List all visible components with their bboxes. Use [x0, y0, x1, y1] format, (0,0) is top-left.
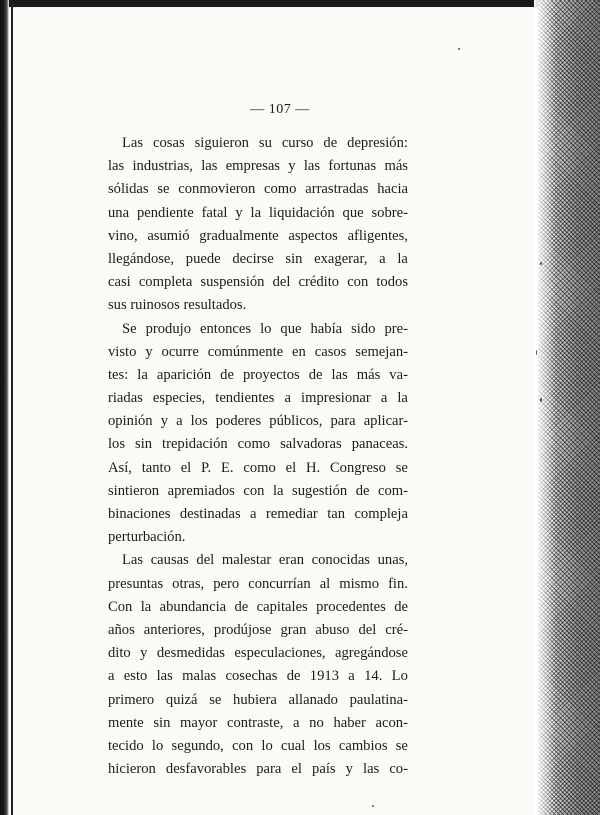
text-line: sus ruinosos resultados. [108, 297, 247, 314]
dust-speck [540, 398, 542, 402]
scan-top-border [0, 0, 600, 7]
text-line: años anteriores, prodújose gran abuso del cré- [108, 621, 408, 638]
text-line: hicieron desfavorables para el país y las co- [108, 761, 408, 778]
text-line: perturbación. [108, 529, 186, 546]
text-line: sintieron apremiados con la sugestión de com- [108, 482, 408, 499]
text-line: sólidas se conmovieron como arrastradas hacia [108, 181, 408, 198]
page-number: — 107 — [250, 102, 310, 117]
text-line: presuntas otras, pero concurrían al mismo fin. [108, 575, 408, 592]
text-line: Las causas del malestar eran conocidas unas, [122, 552, 408, 569]
text-line: tecido lo segundo, con lo cual los cambios se [108, 737, 408, 754]
text-line: visto y ocurre comúnmente en casos semejan- [108, 343, 408, 360]
page-left-edge [11, 0, 13, 815]
text-line: riadas especies, tendientes a impresionar a la [108, 390, 408, 407]
text-line: Con la abundancia de capitales procedentes de [108, 598, 408, 615]
text-line: los sin trepidación como salvadoras panaceas. [108, 436, 408, 453]
dust-speck [372, 805, 374, 807]
scan-right-edge-fade [534, 0, 556, 815]
text-line: las industrias, las empresas y las fortunas más [108, 158, 408, 175]
dust-speck [458, 48, 460, 50]
dust-speck [536, 350, 537, 355]
scan-left-border [0, 0, 9, 815]
text-line: opinión y a los poderes públicos, para aplicar- [108, 413, 408, 430]
text-line: a esto las malas cosechas de 1913 a 14. Lo [108, 668, 408, 685]
text-line: casi completa suspensión del crédito con todos [108, 274, 408, 291]
text-line: binaciones destinadas a remediar tan compleja [108, 506, 408, 522]
dust-speck [540, 262, 542, 265]
text-line: tes: la aparición de proyectos de las más va- [108, 366, 408, 383]
text-line: Las cosas siguieron su curso de depresión: [122, 135, 408, 151]
text-line: dito y desmedidas especulaciones, agregándose [108, 645, 408, 662]
text-line: llegándose, puede decirse sin exagerar, a la [108, 250, 408, 267]
text-line: Se produjo entonces lo que había sido pre- [122, 320, 408, 337]
text-line: primero quizá se hubiera allanado paulatina- [108, 691, 408, 708]
text-line: mente sin mayor contraste, a no haber acon- [108, 714, 408, 731]
text-line: una pendiente fatal y la liquidación que sobre- [108, 204, 408, 221]
body-text [108, 132, 408, 781]
text-line: vino, asumió gradualmente aspectos afligentes, [108, 227, 408, 244]
text-line: Así, tanto el P. E. como el H. Congreso se [108, 459, 408, 476]
